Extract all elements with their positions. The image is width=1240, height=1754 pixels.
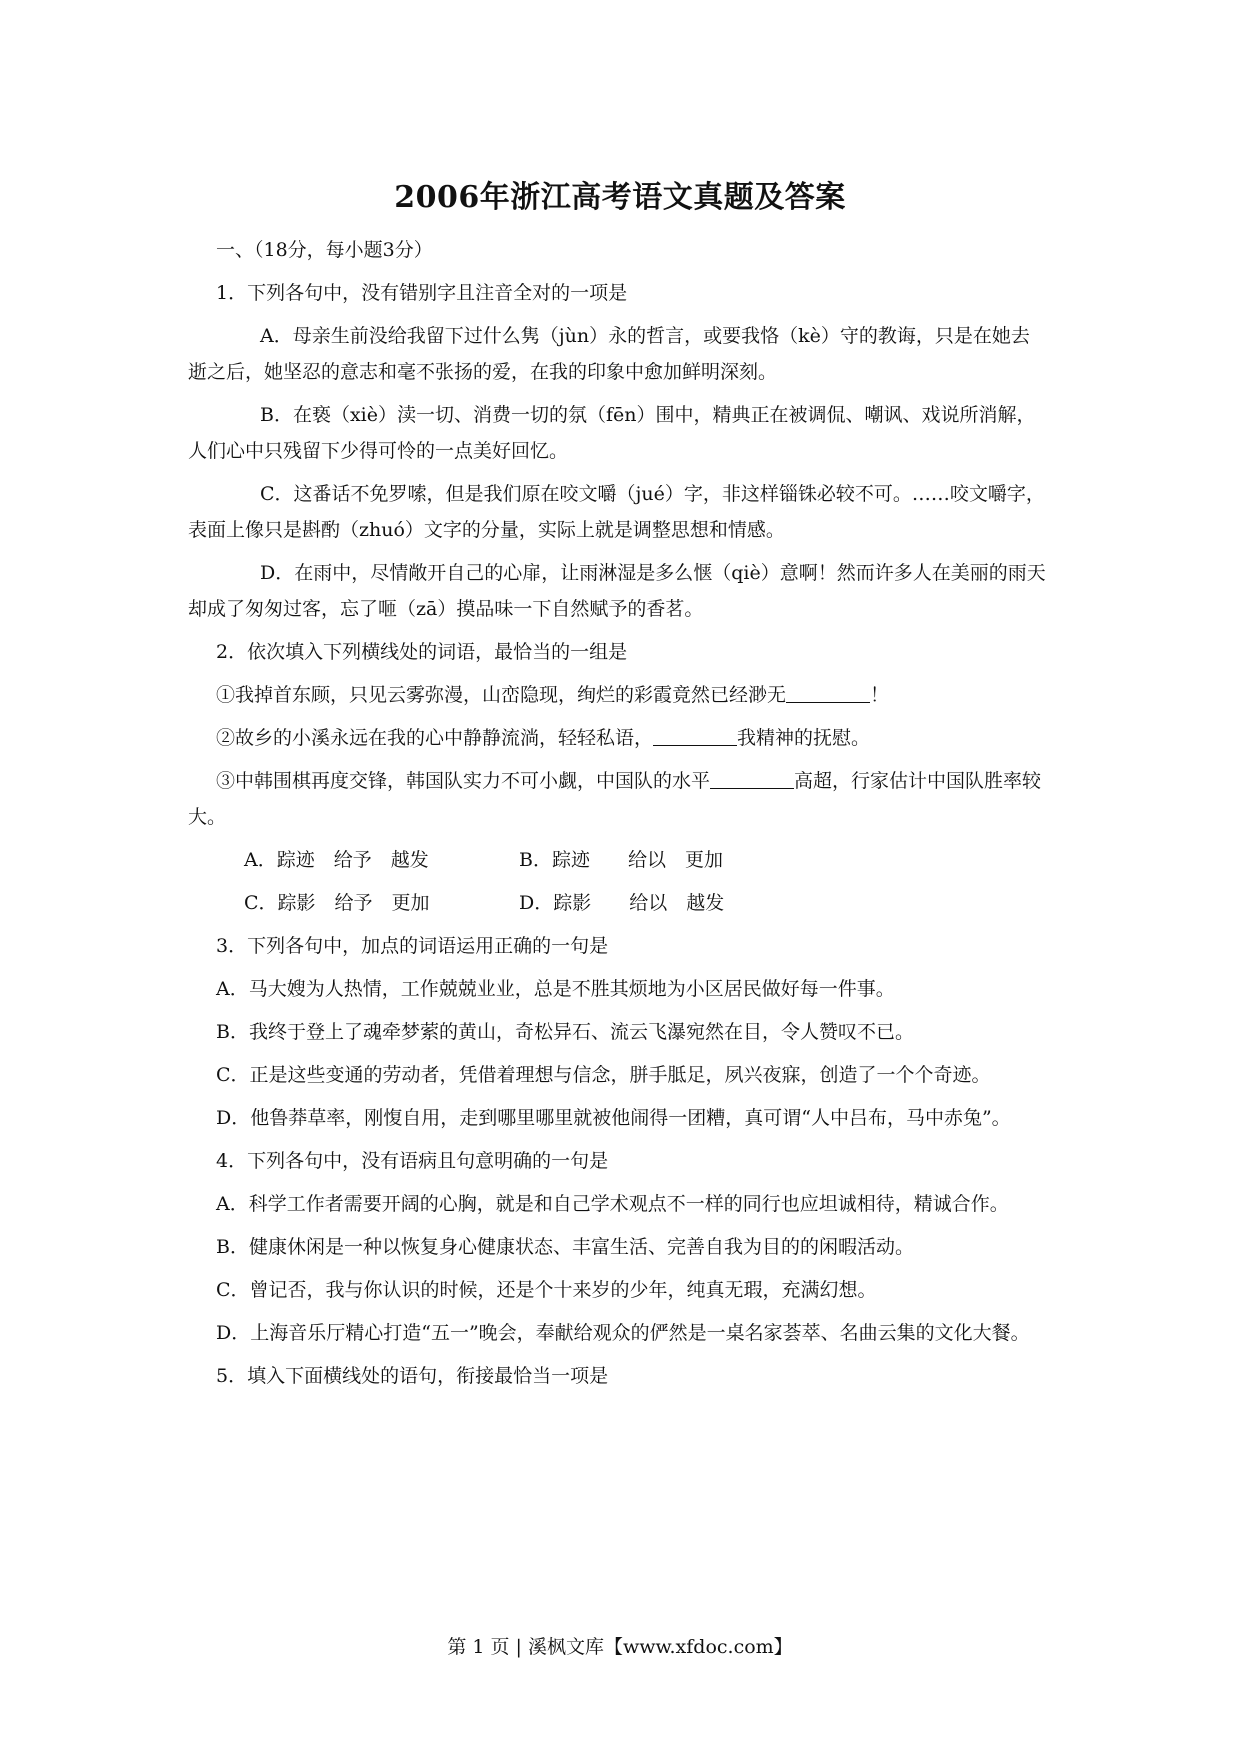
question-4-option-b: B．健康休闲是一种以恢复身心健康状态、丰富生活、完善自我为目的的闲暇活动。 <box>216 1236 914 1258</box>
question-4-option-c: C．曾记否，我与你认识的时候，还是个十来岁的少年，纯真无瑕，充满幻想。 <box>216 1279 877 1301</box>
question-4-stem: 4．下列各句中，没有语病且句意明确的一句是 <box>216 1150 609 1172</box>
question-2-option-c: C．踪影 给予 更加 <box>244 892 430 914</box>
question-4-option-a: A．科学工作者需要开阔的心胸，就是和自己学术观点不一样的同行也应坦诚相待，精诚合作。 <box>216 1193 1009 1215</box>
question-2-option-b: B．踪迹 给以 更加 <box>519 849 723 871</box>
sentence-text: 高超，行家估计中国队胜率较大。 <box>188 770 1042 828</box>
question-3-stem: 3．下列各句中，加点的词语运用正确的一句是 <box>216 935 609 957</box>
page-footer: 第 1 页 | 溪枫文库【www.xfdoc.com】 <box>447 1636 793 1658</box>
fill-blank <box>786 682 870 703</box>
question-1-option-b: B．在亵（xiè）渎一切、消费一切的氛（fēn）围中，精典正在被调侃、嘲讽、戏说所消解，人们心中只残留下少得可怜的一点美好回忆。 <box>188 404 1036 462</box>
page-title: 2006年浙江高考语文真题及答案 <box>394 180 846 215</box>
question-2-sentence-2 <box>188 720 1048 756</box>
sentence-text: ③中韩围棋再度交锋，韩国队实力不可小觑，中国队的水平 <box>216 770 711 792</box>
question-2-option-a: A．踪迹 给予 越发 <box>244 849 429 871</box>
fill-blank <box>653 725 737 746</box>
sentence-text: ②故乡的小溪永远在我的心中静静流淌，轻轻私语， <box>216 727 654 749</box>
sentence-text: ①我掉首东顾，只见云雾弥漫，山峦隐现，绚烂的彩霞竟然已经渺无 <box>216 684 787 706</box>
sentence-text: 我精神的抚慰。 <box>737 727 871 749</box>
sentence-text: ！ <box>870 684 890 706</box>
question-2-options-row-2 <box>188 885 1048 921</box>
question-3-option-a: A．马大嫂为人热情，工作兢兢业业，总是不胜其烦地为小区居民做好每一件事。 <box>216 978 895 1000</box>
question-1-option-c: C．这番话不免罗嗦，但是我们原在咬文嚼（jué）字，非这样锱铢必较不可。……咬文嚼字，表面上像只是斟酌（zhuó）文字的分量，实际上就是调整思想和情感。 <box>188 483 1045 541</box>
section-heading: 一、（18分，每小题3分） <box>216 239 433 261</box>
document-body <box>188 232 1048 1401</box>
question-2-option-d: D．踪影 给以 越发 <box>519 892 725 914</box>
question-2-stem: 2．依次填入下列横线处的词语，最恰当的一组是 <box>216 641 628 663</box>
question-1-option-d: D．在雨中，尽情敞开自己的心扉，让雨淋湿是多么惬（qiè）意啊！然而许多人在美丽的雨天却成了匆匆过客，忘了咂（zā）摸品味一下自然赋予的香茗。 <box>188 562 1046 620</box>
question-3-option-b: B．我终于登上了魂牵梦萦的黄山，奇松异石、流云飞瀑宛然在目，令人赞叹不已。 <box>216 1021 914 1043</box>
fill-blank <box>710 768 794 789</box>
question-1-option-a: A．母亲生前没给我留下过什么隽（jùn）永的哲言，或要我恪（kè）守的教诲，只是在她去逝之后，她坚忍的意志和毫不张扬的爱，在我的印象中愈加鲜明深刻。 <box>188 325 1030 383</box>
question-2-sentence-3 <box>188 763 1048 835</box>
question-4-option-d: D．上海音乐厅精心打造“五一”晚会，奉献给观众的俨然是一桌名家荟萃、名曲云集的文化大餐。 <box>216 1322 1030 1344</box>
question-2-options-row-1 <box>188 842 1048 878</box>
question-5-stem: 5．填入下面横线处的语句，衔接最恰当一项是 <box>216 1365 609 1387</box>
question-2-sentence-1 <box>188 677 1048 713</box>
question-1-stem: 1．下列各句中，没有错别字且注音全对的一项是 <box>216 282 628 304</box>
question-3-option-d: D．他鲁莽草率，刚愎自用，走到哪里哪里就被他闹得一团糟，真可谓“人中吕布，马中赤兔”。 <box>216 1107 1011 1129</box>
question-3-option-c: C．正是这些变通的劳动者，凭借着理想与信念，胼手胝足，夙兴夜寐，创造了一个个奇迹。 <box>216 1064 991 1086</box>
